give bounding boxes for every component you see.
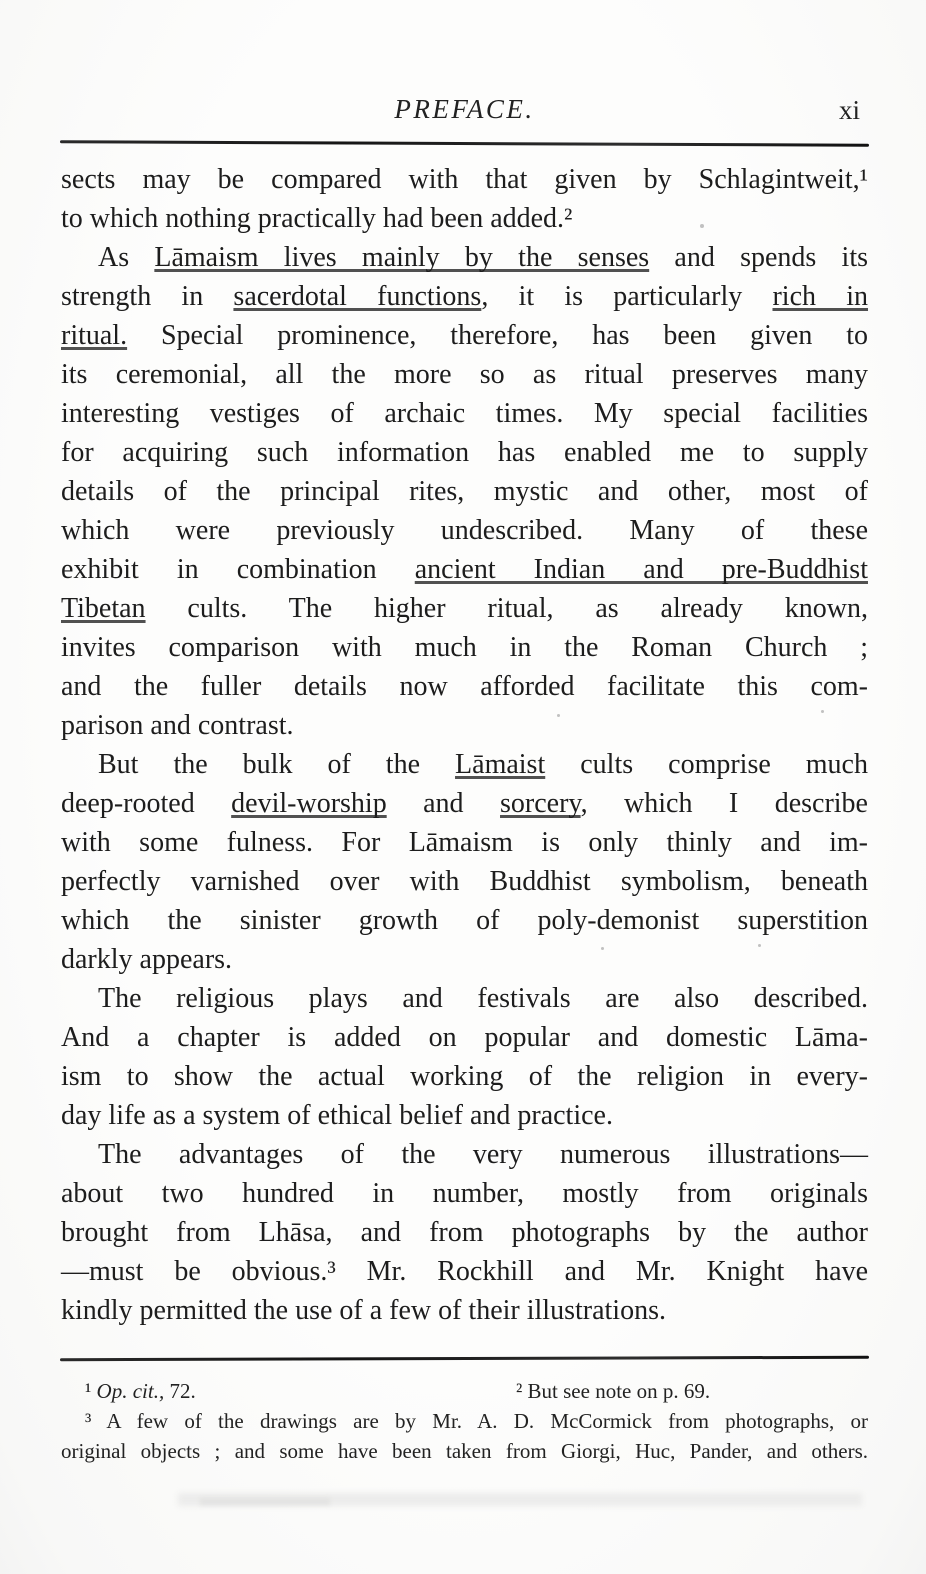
footnote-2: ² But see note on p. 69. xyxy=(516,1379,711,1403)
page-header xyxy=(61,94,868,130)
footnote-1: ¹ Op. cit., 72. xyxy=(85,1379,196,1403)
header-rule xyxy=(60,140,869,147)
footnote-rule xyxy=(60,1356,869,1362)
page-number: xi xyxy=(838,95,860,125)
paragraph: The religious plays and festivals are also described. And a chapter is added on popular and domestic Lāma- ism to show the actual working of the religion in every- day life as a system of ethical belief and practice. xyxy=(61,983,868,1131)
footnotes xyxy=(61,1376,868,1466)
scan-speck xyxy=(821,710,824,713)
paragraph: But the bulk of the Lāmaist cults comprise much deep-rooted devil-worship and sorcery, which I describe with some fulness. For Lāmaism is only thinly and im- perfectly varnished over with Buddhist symbolism, beneath which the sinister growth of poly-demonist superstition darkly appears. xyxy=(61,749,868,975)
paragraph: sects may be compared with that given by Schlagintweit,¹ to which nothing practically had been added.² xyxy=(61,164,868,234)
footnote-row xyxy=(61,1376,868,1406)
scan-shadow xyxy=(200,1498,330,1505)
scan-speck xyxy=(601,947,604,950)
paragraph: The advantages of the very numerous illustrations— about two hundred in number, mostly from originals brought from Lhāsa, and from photographs by the author —must be obvious.³ Mr. Rockhill and Mr. Knight have kindly permitted the use of a few of their illustrations. xyxy=(61,1139,868,1326)
body-text xyxy=(61,160,868,1330)
scan-speck xyxy=(700,224,704,228)
paragraph: As Lāmaism lives mainly by the senses and spends its strength in sacerdotal functions, it is particularly rich in ritual. Special prominence, therefore, has been given to its ceremonial, all the more so as ritual preserves many interesting vestiges of archaic times. My special facilities for acquiring such information has enabled me to supply details of the principal rites, mystic and other, most of which were previously undescribed. Many of these exhibit in combination ancient Indian and pre-Buddhist Tibetan cults. The higher ritual, as already known, invites comparison with much in the Roman Church ; and the fuller details now afforded facilitate this com- parison and contrast. xyxy=(61,242,869,741)
scan-speck xyxy=(557,714,560,717)
scan-speck xyxy=(758,944,761,947)
footnote-3: ³ A few of the drawings are by Mr. A. D. McCormick from photographs, or original objects ; and some have been taken from Giorgi, Huc, Pander, and others. xyxy=(61,1409,868,1463)
page-title: PREFACE. xyxy=(394,94,535,124)
